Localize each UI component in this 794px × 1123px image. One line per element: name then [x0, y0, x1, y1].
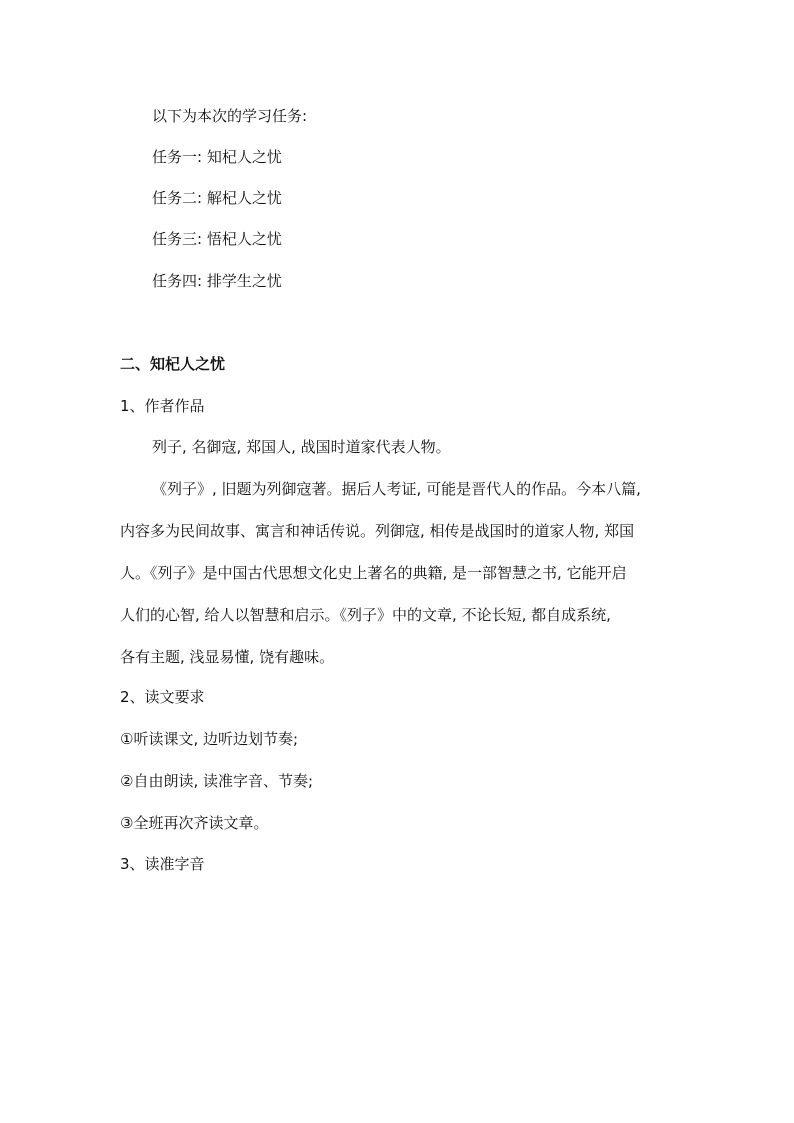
author-intro-line: 列子, 名御寇, 郑国人, 战国时道家代表人物。: [152, 438, 451, 456]
task-item-4: 任务四: 排学生之忧: [152, 272, 282, 290]
task-item-2: 任务二: 解杞人之忧: [152, 189, 282, 207]
reading-requirement-2: ②自由朗读, 读准字音、节奏;: [120, 772, 314, 790]
paragraph-line: 人们的心智, 给人以智慧和启示。《列子》中的文章, 不论长短, 都自成系统,: [120, 606, 611, 624]
reading-requirement-1: ①听读课文, 边听边划节奏;: [120, 730, 299, 748]
subsection-title-author: 1、作者作品: [120, 397, 205, 415]
paragraph-line: 人。《列子》是中国古代思想文化史上著名的典籍, 是一部智慧之书, 它能开启: [120, 564, 627, 582]
section-heading: 二、知杞人之忧: [120, 355, 226, 373]
paragraph-line: 内容多为民间故事、寓言和神话传说。列御寇, 相传是战国时的道家人物, 郑国: [120, 522, 635, 540]
task-item-1: 任务一: 知杞人之忧: [152, 148, 282, 166]
subsection-title-pronunciation: 3、读准字音: [120, 855, 205, 873]
paragraph-line: 《列子》, 旧题为列御寇著。据后人考证, 可能是晋代人的作品。今本八篇,: [152, 480, 641, 498]
subsection-title-reading: 2、读文要求: [120, 688, 205, 706]
task-item-3: 任务三: 悟杞人之忧: [152, 230, 282, 248]
reading-requirement-3: ③全班再次齐读文章。: [120, 814, 269, 832]
task-intro: 以下为本次的学习任务:: [152, 107, 308, 125]
paragraph-line: 各有主题, 浅显易懂, 饶有趣味。: [120, 648, 335, 666]
